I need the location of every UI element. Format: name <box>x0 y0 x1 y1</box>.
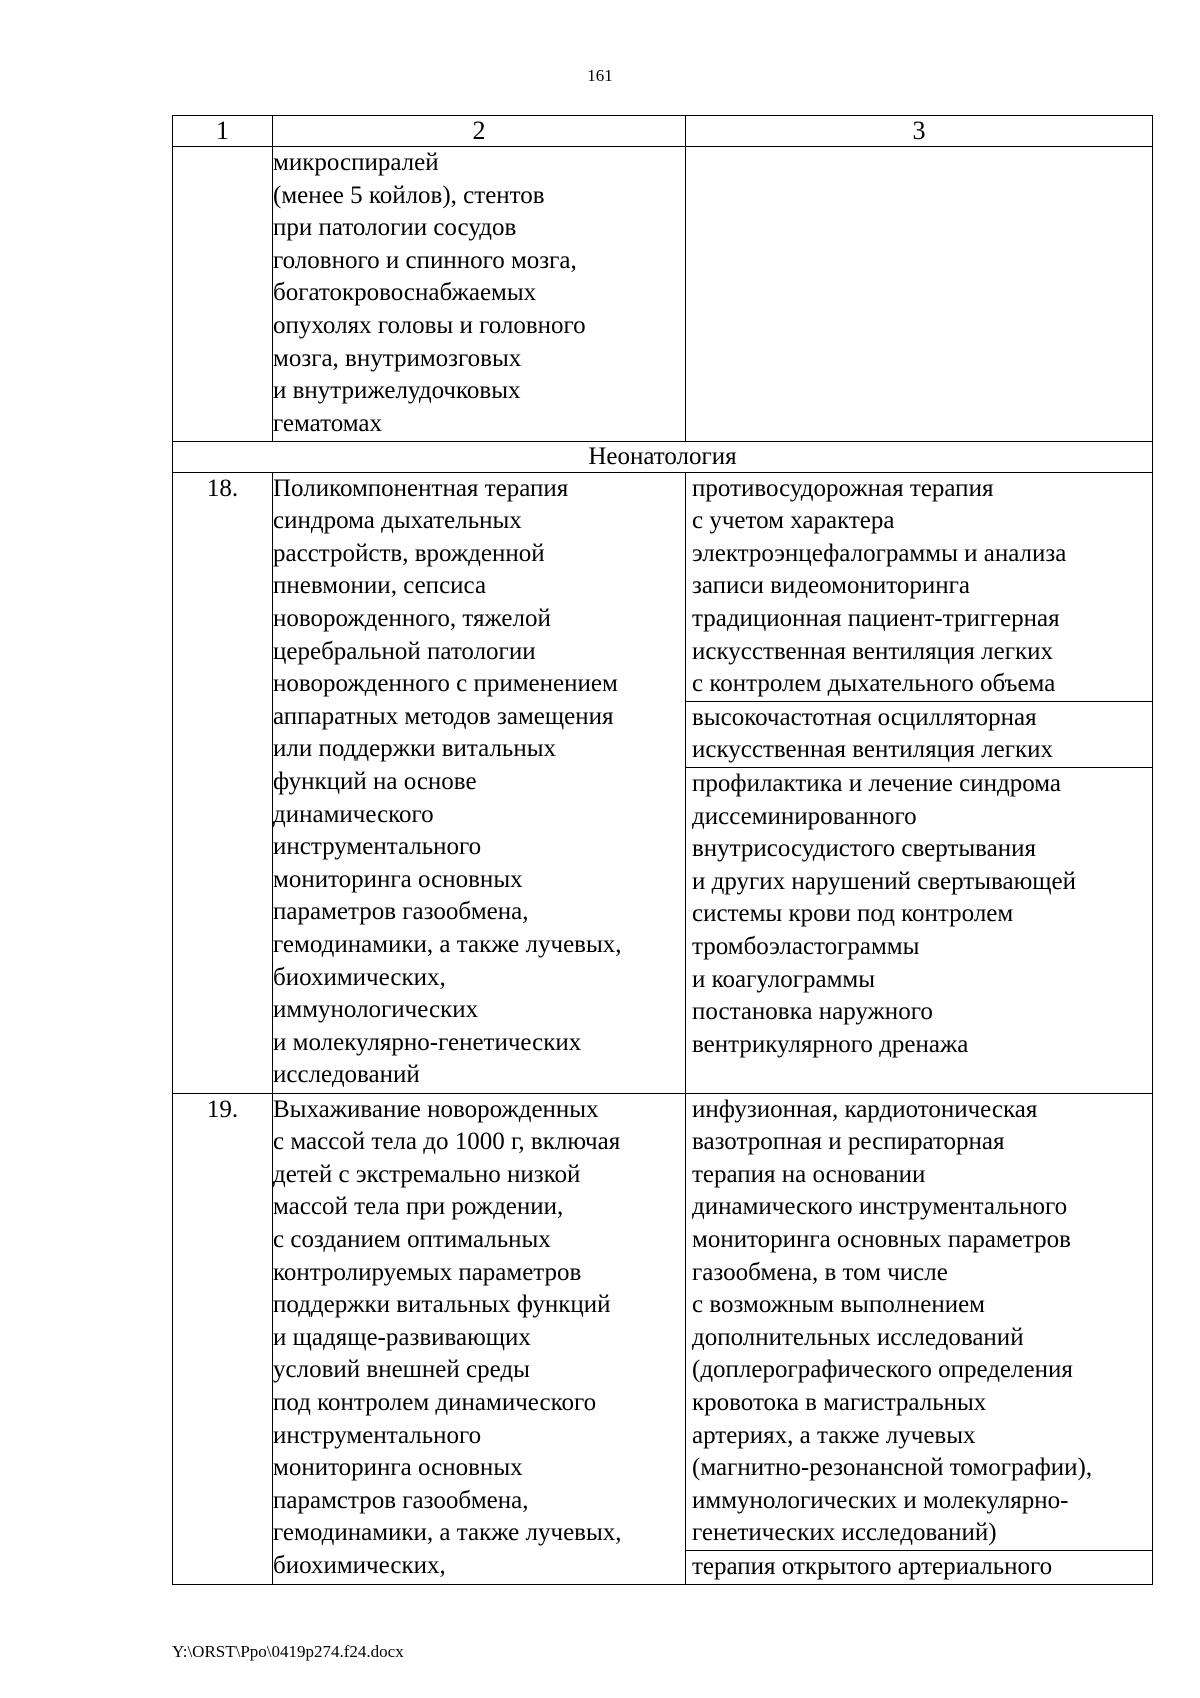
text-line: и внутрижелудочковых <box>273 377 521 405</box>
text-line: иммунологических и молекулярно- <box>692 1486 1069 1514</box>
text-line: Выхаживание новорожденных <box>273 1095 599 1123</box>
method-text <box>686 473 1152 702</box>
text-line: поддержки витальных функций <box>273 1291 611 1319</box>
header-col1: 1 <box>173 116 273 147</box>
text-line: исследований <box>273 1061 420 1089</box>
section-title: Неонатология <box>173 441 1153 472</box>
text-line: иммунологических <box>273 996 479 1024</box>
text-line: гемодинамики, а также лучевых, <box>273 930 622 958</box>
text-line: записи видеомониторинга <box>692 572 970 600</box>
text-line: электроэнцефалограммы и анализа <box>692 539 1067 567</box>
text-line: инструментального <box>273 833 482 861</box>
text-line: микроспиралей <box>273 149 439 176</box>
method-text <box>686 1550 1152 1583</box>
text-line: диссеминированного <box>692 802 917 830</box>
document-table <box>172 115 1153 1585</box>
text-line: детей с экстремально низкой <box>273 1160 581 1188</box>
text-line: опухолях головы и головного <box>273 311 586 339</box>
text-line: профилактика и лечение синдрома <box>692 770 1061 798</box>
cell-number <box>173 147 273 442</box>
row-number: 19. <box>173 1093 273 1584</box>
text-line: расстройств, врожденной <box>273 539 545 567</box>
text-line: биохимических, <box>273 963 446 991</box>
method-text <box>686 768 1152 1062</box>
text-line: пневмонии, сепсиса <box>273 572 487 600</box>
text-line: дополнительных исследований <box>692 1323 1024 1351</box>
text-line: Поликомпонентная терапия <box>273 474 569 502</box>
text-line: динамического инструментального <box>692 1193 1068 1221</box>
text-line: и других нарушений свертывающей <box>692 867 1076 895</box>
text-line: терапия открытого артериального <box>692 1552 1053 1580</box>
page-number: 161 <box>587 66 613 85</box>
text-line: постановка наружного <box>692 998 933 1026</box>
text-line: вентрикулярного дренажа <box>692 1030 969 1058</box>
cell-methods <box>686 147 1153 442</box>
text-line: новорожденного с применением <box>273 670 618 698</box>
text-line: при патологии сосудов <box>273 214 517 242</box>
text-line: массой тела при рождении, <box>273 1193 564 1221</box>
method-item <box>686 701 1152 767</box>
text-line: с массой тела до 1000 г, включая <box>273 1128 621 1156</box>
text-line: генетических исследований) <box>692 1519 997 1547</box>
table-header-row <box>173 116 1153 147</box>
text-line: высокочастотная осцилляторная <box>692 703 1037 731</box>
text-line: традиционная пациент-триггерная <box>692 605 1060 633</box>
text-line: тромбоэластограммы <box>692 932 920 960</box>
text-line: инструментального <box>273 1421 482 1449</box>
cell-methods <box>686 472 1153 1093</box>
text-line: параметров газообмена, <box>273 898 529 926</box>
text-line: гематомах <box>273 409 382 437</box>
text-line: внутрисосудистого свертывания <box>692 835 1036 863</box>
text-line: мониторинга основных параметров <box>692 1225 1071 1253</box>
text-line: гемодинамики, а также лучевых, <box>273 1519 622 1547</box>
cell-description <box>273 147 686 442</box>
text-line: динамического <box>273 800 434 828</box>
text-line: новорожденного, тяжелой <box>273 605 551 633</box>
cell-methods <box>686 1093 1153 1584</box>
method-item <box>686 1094 1152 1551</box>
text-line: под контролем динамического <box>273 1388 597 1416</box>
text-line: мониторинга основных <box>273 865 523 893</box>
text-line: системы крови под контролем <box>692 900 1014 928</box>
method-item <box>686 1550 1152 1583</box>
cell-description <box>273 472 686 1093</box>
text-line: (менее 5 койлов), стентов <box>273 181 545 209</box>
text-line: с возможным выполнением <box>692 1291 985 1319</box>
text-line: аппаратных методов замещения <box>273 702 614 730</box>
text-line: парамстров газообмена, <box>273 1486 529 1514</box>
text-line: функций на основе <box>273 768 477 796</box>
table-row <box>173 472 1153 1093</box>
methods-list <box>686 1094 1152 1584</box>
text-line: с контролем дыхательного объема <box>692 670 1056 698</box>
text-line: артериях, а также лучевых <box>692 1421 976 1449</box>
text-line: с учетом характера <box>692 507 895 535</box>
text-line: инфузионная, кардиотоническая <box>692 1095 1038 1123</box>
table-row-continuation <box>173 147 1153 442</box>
table-row <box>173 1093 1153 1584</box>
text-line: богатокровоснабжаемых <box>273 279 537 307</box>
section-row <box>173 441 1153 472</box>
text-line: с созданием оптимальных <box>273 1225 551 1253</box>
header-col3: 3 <box>686 116 1153 147</box>
header-col2: 2 <box>273 116 686 147</box>
methods-list <box>686 473 1152 1062</box>
text-line: мозга, внутримозговых <box>273 344 522 372</box>
text-line: искусственная вентиляция легких <box>692 736 1054 764</box>
method-item <box>686 768 1152 1062</box>
text-line: и щадяще-развивающих <box>273 1323 531 1351</box>
text-line: мониторинга основных <box>273 1454 523 1482</box>
text-line: вазотропная и респираторная <box>692 1128 1005 1156</box>
text-line: кровотока в магистральных <box>692 1388 987 1416</box>
cell-description <box>273 1093 686 1584</box>
text-line: газообмена, в том числе <box>692 1258 948 1286</box>
method-text <box>686 1094 1152 1551</box>
text-line: головного и спинного мозга, <box>273 246 577 274</box>
text-line: и молекулярно-генетических <box>273 1028 582 1056</box>
text-line: церебральной патологии <box>273 637 536 665</box>
text-line: контролируемых параметров <box>273 1258 582 1286</box>
method-item <box>686 473 1152 702</box>
method-text <box>686 701 1152 767</box>
text-line: терапия на основании <box>692 1160 926 1188</box>
text-line: синдрома дыхательных <box>273 507 522 535</box>
text-line: искусственная вентиляция легких <box>692 637 1054 665</box>
text-line: биохимических, <box>273 1551 446 1579</box>
file-path-footer: Y:\ORST\Ppo\0419p274.f24.docx <box>172 1642 404 1661</box>
text-line: и коагулограммы <box>692 965 876 993</box>
text-line: условий внешней среды <box>273 1356 530 1384</box>
text-line: противосудорожная терапия <box>692 474 994 502</box>
text-line: или поддержки витальных <box>273 735 557 763</box>
row-number: 18. <box>173 472 273 1093</box>
text-line: (доплерографического определения <box>692 1356 1073 1384</box>
text-line: (магнитно-резонансной томографии), <box>692 1454 1093 1482</box>
